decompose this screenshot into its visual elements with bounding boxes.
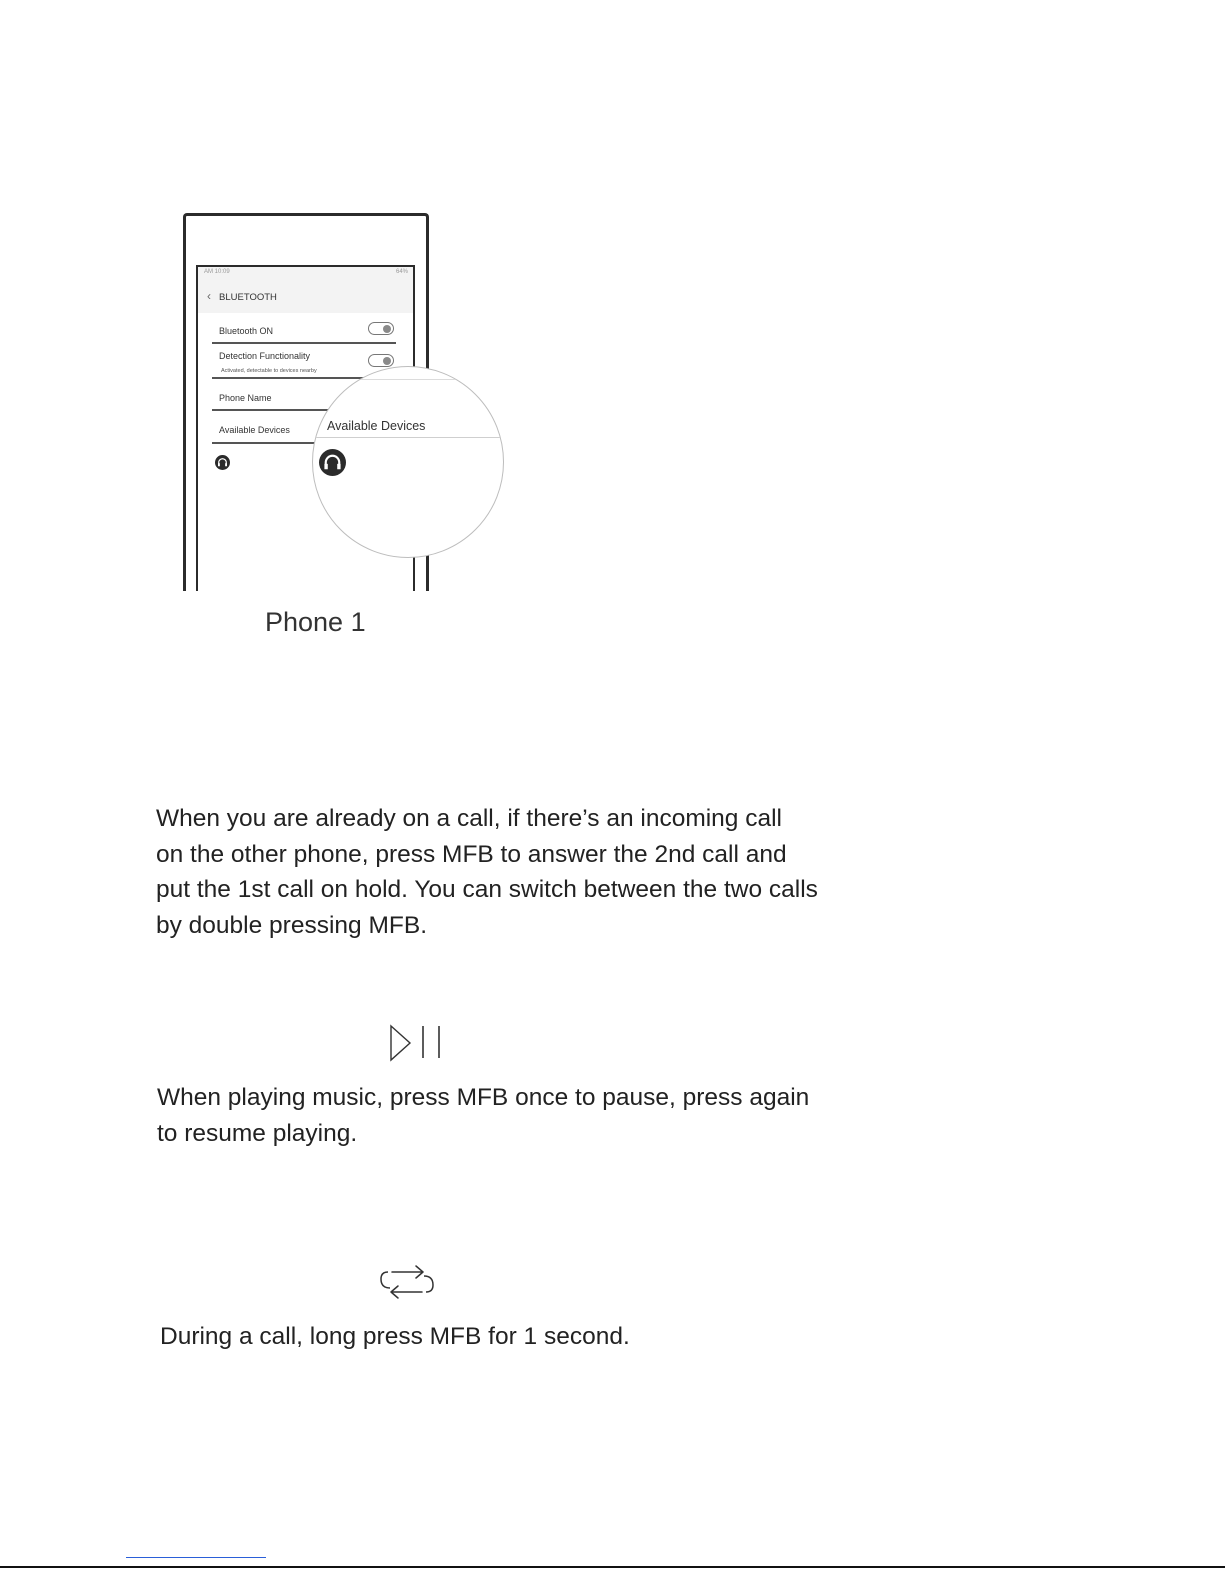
bottom-rule <box>0 1566 1225 1568</box>
transfer-paragraph <box>160 1319 630 1355</box>
paragraph-line: When playing music, press MFB once to pause, press again <box>157 1084 810 1111</box>
bluetooth-on-label: Bluetooth ON <box>219 326 274 336</box>
nav-bar <box>198 279 413 313</box>
status-bar <box>198 267 413 279</box>
headphones-icon[interactable] <box>319 449 346 476</box>
magnifier-callout <box>312 366 504 558</box>
headphones-icon[interactable] <box>215 455 230 470</box>
nav-title: BLUETOOTH <box>219 292 277 303</box>
paragraph-line: When you are already on a call, if there’s an incoming call <box>156 805 782 832</box>
paragraph-line: by double pressing MFB. <box>156 911 427 939</box>
paragraph-line: on the other phone, press MFB to answer the 2nd call and <box>156 840 787 868</box>
divider <box>212 342 396 344</box>
toggle-knob <box>383 325 391 333</box>
back-chevron-icon[interactable]: ‹ <box>207 289 211 303</box>
footer-link-underline[interactable] <box>126 1557 266 1558</box>
battery-status: 64% <box>395 269 408 275</box>
detection-toggle[interactable] <box>368 354 394 367</box>
paragraph-line: During a call, long press MFB for 1 second. <box>160 1323 630 1350</box>
available-devices-label: Available Devices <box>219 425 290 435</box>
repeat-arrows-icon <box>378 1264 436 1300</box>
music-paragraph <box>157 1080 809 1151</box>
toggle-knob <box>383 357 391 365</box>
figure-caption: Phone 1 <box>265 607 366 637</box>
paragraph-line: put the 1st call on hold. You can switch between the two calls <box>156 876 818 903</box>
status-time: AM 10:09 <box>204 269 230 275</box>
phone-name-label[interactable]: Phone Name <box>219 393 272 403</box>
call-switch-paragraph <box>156 801 818 943</box>
detection-sublabel: Activated, detectable to devices nearby <box>221 368 317 374</box>
magnified-available-devices-label: Available Devices <box>327 419 426 433</box>
paragraph-line: to resume playing. <box>157 1119 358 1147</box>
play-pause-icon <box>388 1024 444 1062</box>
divider <box>313 437 503 438</box>
bluetooth-toggle[interactable] <box>368 322 394 335</box>
divider <box>313 379 503 380</box>
detection-label: Detection Functionality <box>219 351 311 361</box>
